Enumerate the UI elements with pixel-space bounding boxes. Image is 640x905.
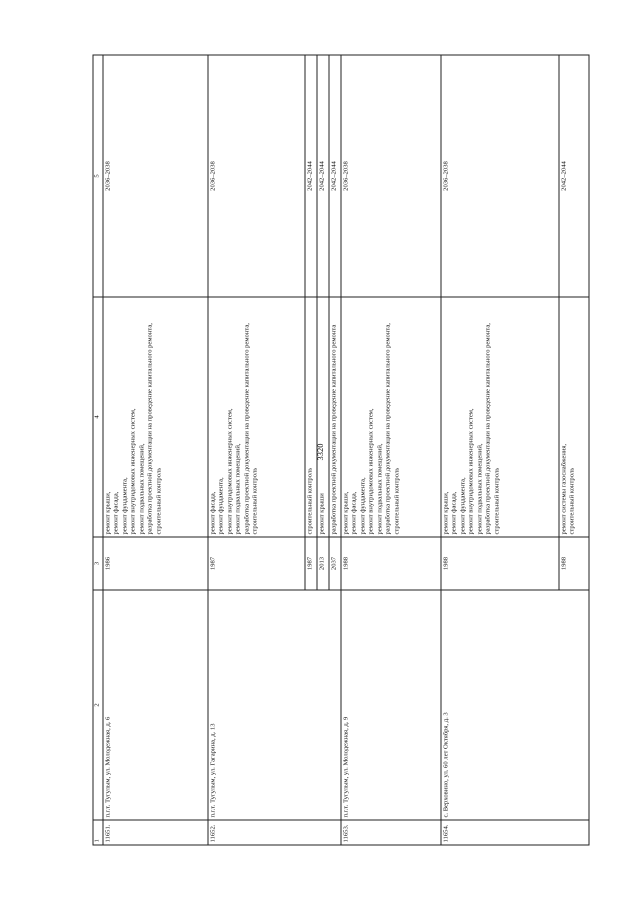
row-year: 1987 (208, 537, 305, 590)
table-row (103, 55, 208, 845)
subrow-period: 2042–2044 (559, 55, 589, 297)
row-number: 11651. (103, 820, 208, 845)
row-number: 11653. (341, 820, 441, 845)
subrow-works: строительный контроль (305, 297, 317, 537)
header-row (93, 55, 103, 845)
subrow-year: 2013 (317, 537, 329, 590)
subrow-year: 1988 (559, 537, 589, 590)
row-address: п.г.т. Тугулым, ул. Молодежная, д. 9 (341, 590, 441, 820)
row-year: 1988 (441, 537, 559, 590)
subrow-works: ремонт системы газоснабжения, строительный контроль (559, 297, 589, 537)
row-number: 11654. (441, 820, 589, 845)
row-works: ремонт крыши, ремонт фасада, ремонт фундамента, ремонт внутридомовых инженерных систем, ремонт подвальных помещений, разработка проектной документации на проведение капитального ремонта, строительный контроль (103, 297, 208, 537)
subrow-year: 1987 (305, 537, 317, 590)
row-period: 2036–2038 (208, 55, 305, 297)
subrow-works: ремонт крыши (317, 297, 329, 537)
row-year: 1986 (103, 537, 208, 590)
header-col-5: 5 (93, 55, 103, 297)
rotated-table-container (93, 81, 580, 846)
row-works: ремонт фасада, ремонт фундамента, ремонт внутридомовых инженерных систем, ремонт подвальных помещений, разработка проектной документации на проведение капитального ремонта, строительный контроль (208, 297, 305, 537)
subrow-period: 2042–2044 (329, 55, 341, 297)
row-address: п.г.т. Тугулым, ул. Гагарина, д. 13 (208, 590, 341, 820)
header-col-1: 1 (93, 820, 103, 845)
page-number: 3320 (315, 443, 325, 461)
subrow-period: 2042–2044 (317, 55, 329, 297)
table-row (341, 55, 441, 845)
row-address: п.г.т. Тугулым, ул. Молодежная, д. 6 (103, 590, 208, 820)
row-year: 1988 (341, 537, 441, 590)
row-number: 11652. (208, 820, 341, 845)
subrow-works: разработка проектной документации на проведение капитального ремонта (329, 297, 341, 537)
row-address: с. Верховино, ул. 60 лет Октября, д. 3 (441, 590, 589, 820)
subrow-year: 2037 (329, 537, 341, 590)
row-works: ремонт крыши, ремонт фасада, ремонт фундамента, ремонт внутридомовых инженерных систем, ремонт подвальных помещений, разработка проектной документации на проведение капитального ремонта, строительный контроль (341, 297, 441, 537)
header-col-3: 3 (93, 537, 103, 590)
header-col-4: 4 (93, 297, 103, 537)
row-period: 2036–2038 (441, 55, 559, 297)
row-works: ремонт крыши, ремонт фасада, ремонт фундамента, ремонт внутридомовых инженерных систем, ремонт подвальных помещений, разработка проектной документации на проведение капитального ремонта, строительный контроль (441, 297, 559, 537)
table-row (208, 55, 305, 845)
row-period: 2036–2038 (341, 55, 441, 297)
row-period: 2036–2038 (103, 55, 208, 297)
subrow-period: 2042–2044 (305, 55, 317, 297)
header-col-2: 2 (93, 590, 103, 820)
table-row (441, 55, 559, 845)
capital-repair-table (93, 55, 590, 846)
